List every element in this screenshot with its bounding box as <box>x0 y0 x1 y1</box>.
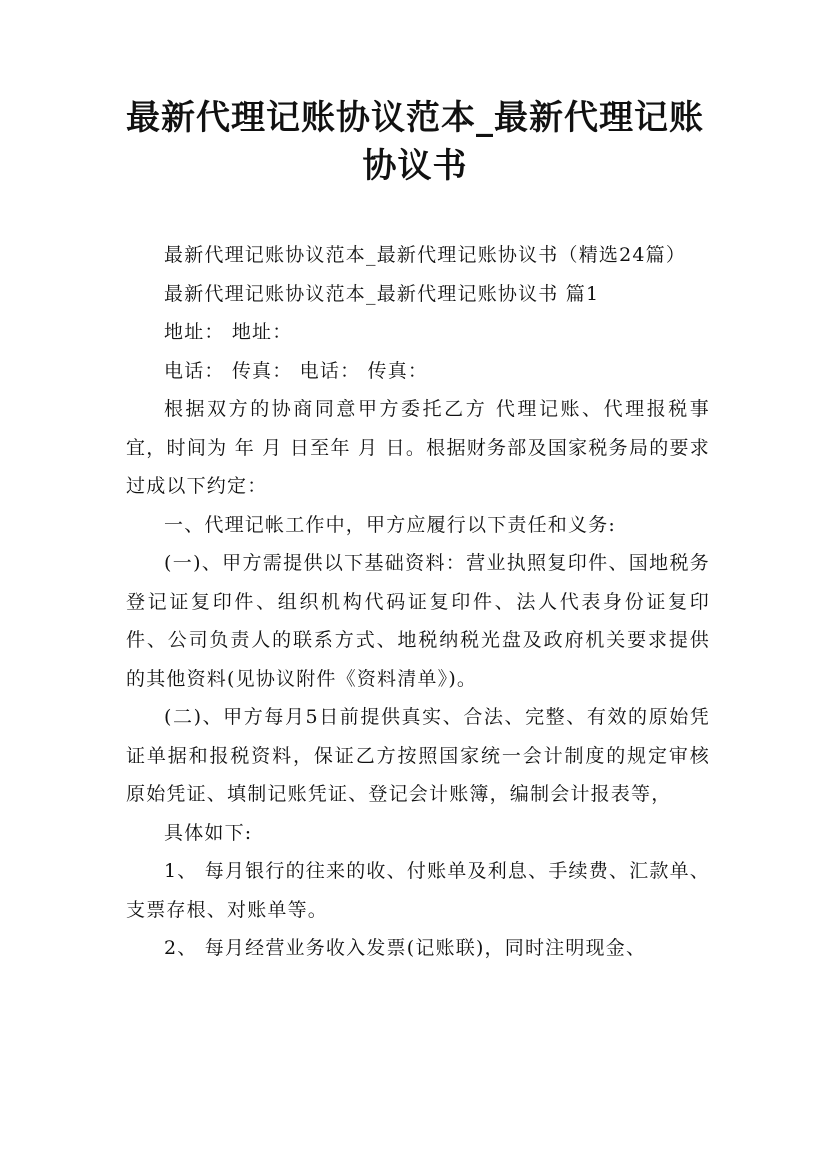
document-title: 最新代理记账协议范本_最新代理记账协议书 <box>126 98 704 186</box>
paragraph-subtitle: 最新代理记账协议范本_最新代理记账协议书（精选24篇） <box>164 244 687 266</box>
paragraph-section-heading: 最新代理记账协议范本_最新代理记账协议书 篇1 <box>164 282 600 305</box>
document-body <box>126 236 710 968</box>
paragraph-list-item-2: 2、 每月经营业务收入发票(记账联)，同时注明现金、 <box>164 937 647 959</box>
paragraph-list-item-1: 1、 每月银行的往来的收、付账单及利息、手续费、汇款单、支票存根、对账单等。 <box>126 860 710 921</box>
paragraph-details-heading: 具体如下: <box>164 821 253 844</box>
paragraph-clause-one-item-two: (二)、甲方每月5日前提供真实、合法、完整、有效的原始凭证单据和报税资料，保证乙方按照国家统一会计制度的规定审核原始凭证、填制记账凭证、登记会计账簿，编制会计报表等， <box>126 706 710 805</box>
paragraph-clause-one-item-one: (一)、甲方需提供以下基础资料：营业执照复印件、国地税务登记证复印件、组织机构代码证复印件、法人代表身份证复印件、公司负责人的联系方式、地税纳税光盘及政府机关要求提供的其他资料(见协议附件《资料清单》)。 <box>126 552 710 690</box>
paragraph-phone-fax: 电话： 传真： 电话： 传真： <box>164 359 429 382</box>
paragraph-clause-one: 一、代理记帐工作中，甲方应履行以下责任和义务: <box>164 513 617 536</box>
paragraph-agreement-intro: 根据双方的协商同意甲方委托乙方 代理记账、代理报税事宜，时间为 年 月 日至年 月 日。根据财务部及国家税务局的要求过成以下约定： <box>126 398 710 497</box>
paragraph-address: 地址： 地址： <box>164 321 293 343</box>
